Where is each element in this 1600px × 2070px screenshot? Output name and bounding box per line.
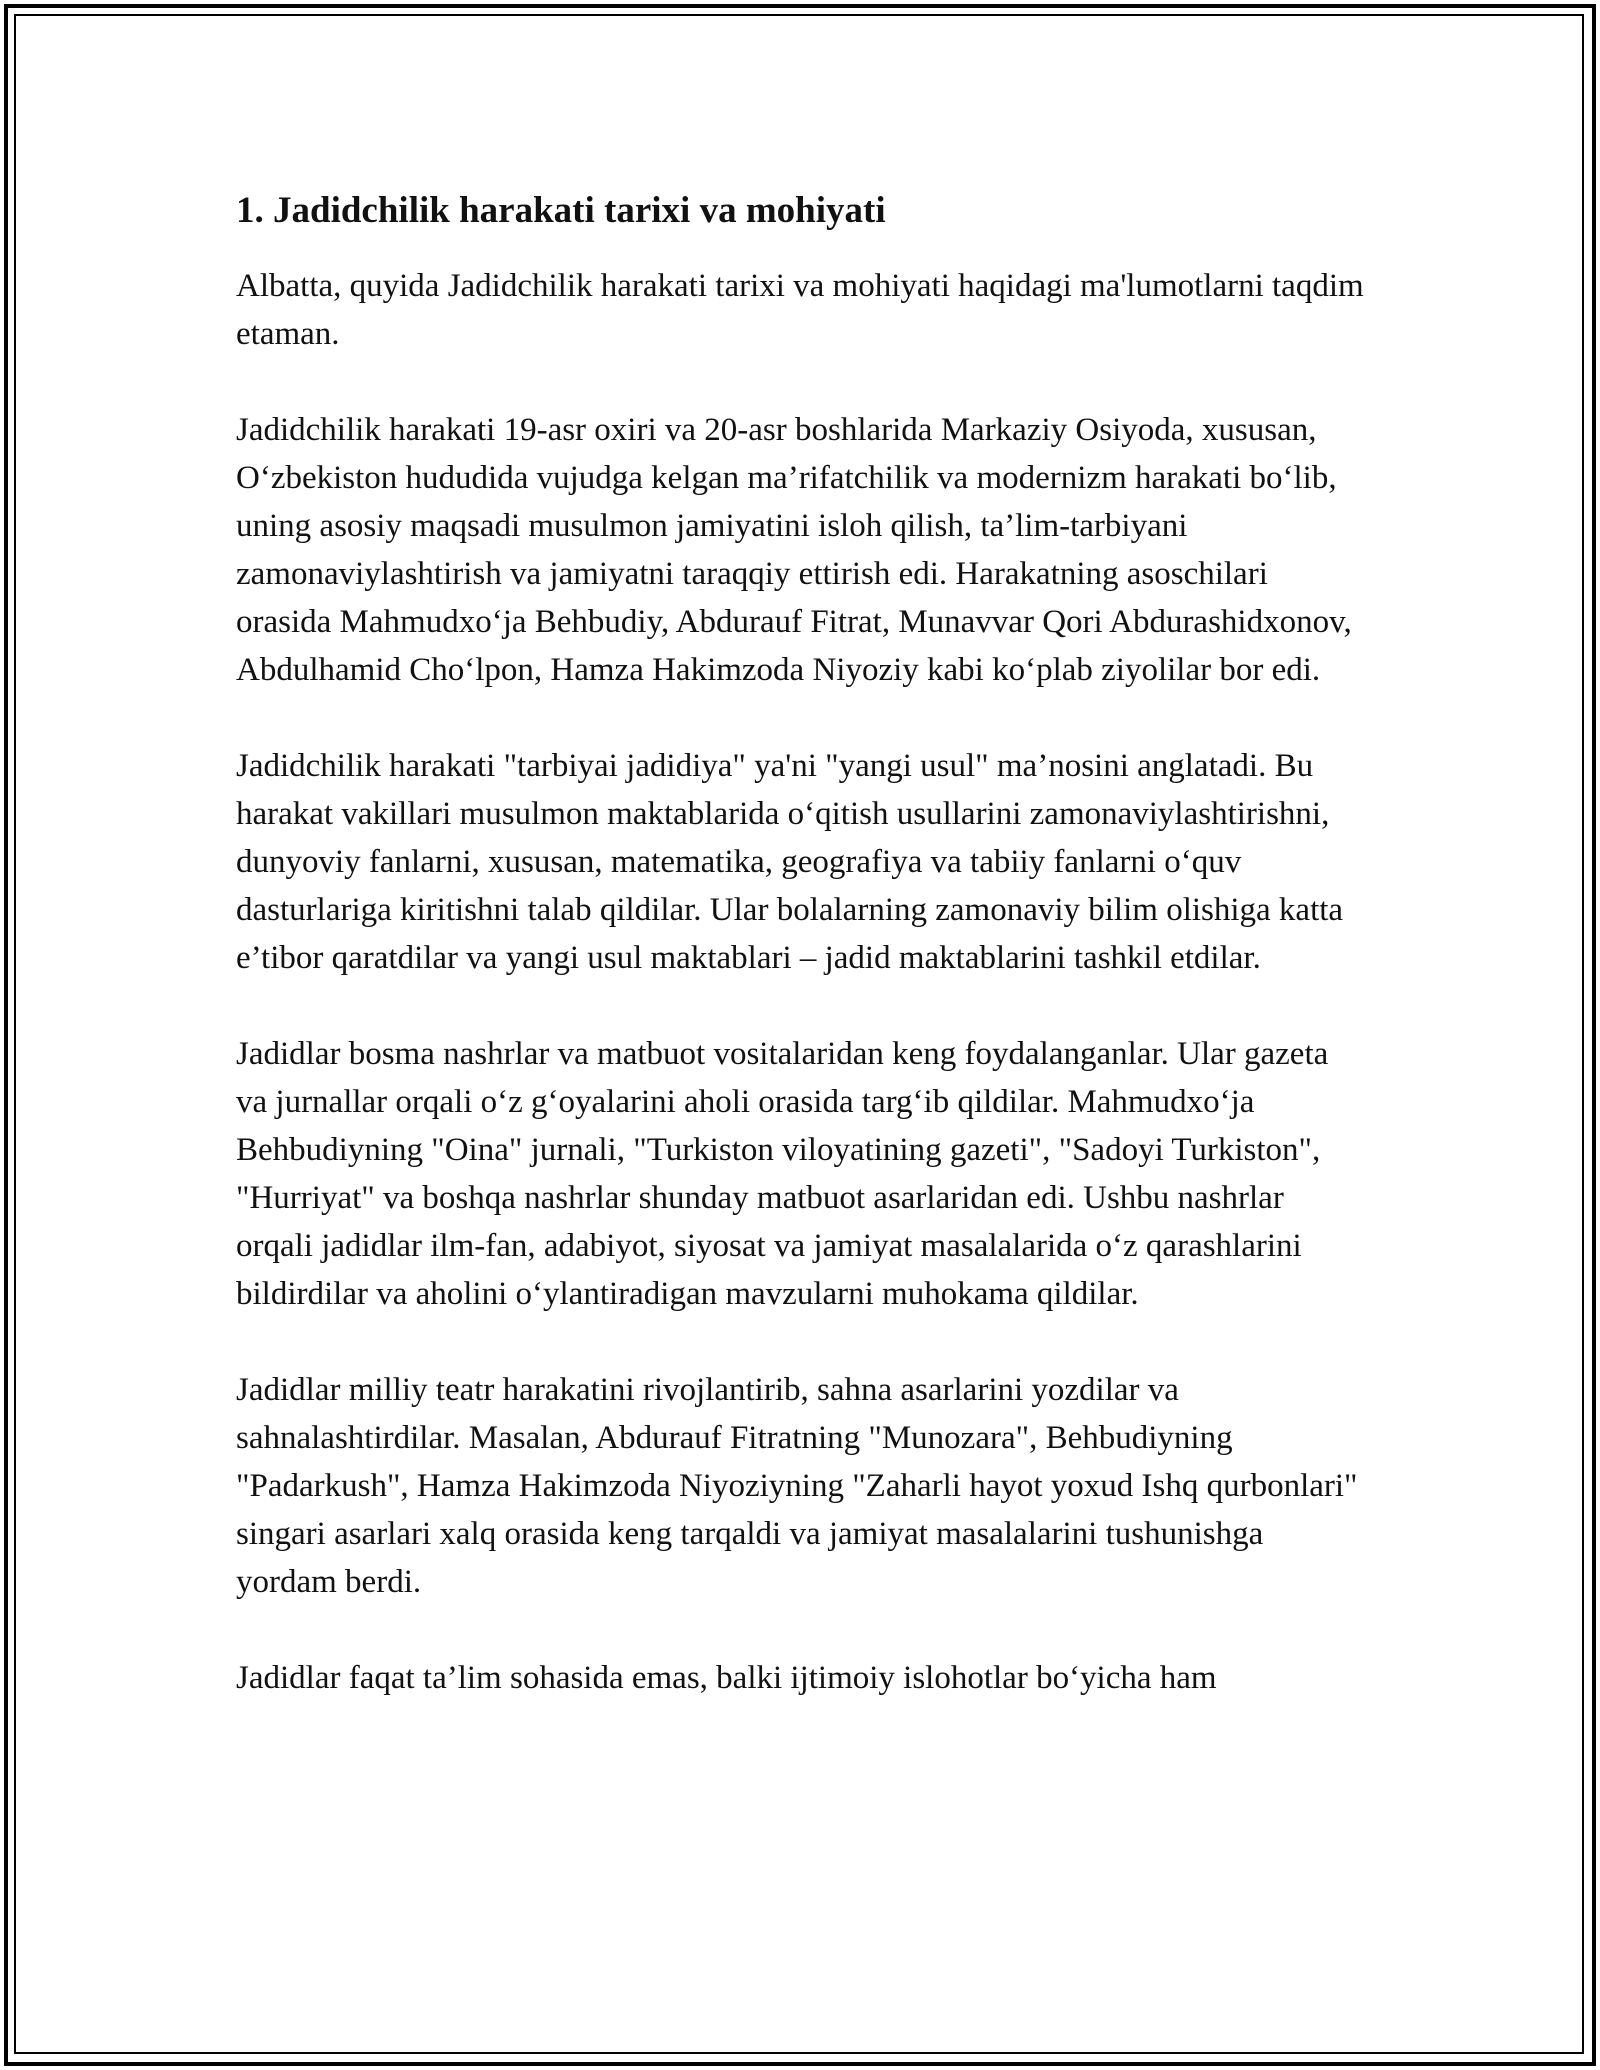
paragraph-press: Jadidlar bosma nashrlar va matbuot vositalaridan keng foydalanganlar. Ular gazeta va jurnallar orqali o‘z g‘oyalarini aholi orasida targ‘ib qildilar. Mahmudxo‘ja Behbudiyning "Oina" jurnali, "Turkiston viloyatining gazeti", "Sadoyi Turkiston", "Hurriyat" va boshqa nashrlar shunday matbuot asarlaridan edi. Ushbu nashrlar orqali jadidlar ilm-fan, adabiyot, siyosat va jamiyat masalalarida o‘z qarashlarini bildirdilar va aholini o‘ylantiradigan mavzularni muhokama qildilar. <box>236 1036 1329 1312</box>
paragraph-theatre: Jadidlar milliy teatr harakatini rivojlantirib, sahna asarlarini yozdilar va sahnalashtirdilar. Masalan, Abdurauf Fitratning "Munozara", Behbudiyning "Padarkush", Hamza Hakimzoda Niyoziyning "Zaharli hayot yoxud Ishq qurbonlari" singari asarlari xalq orasida keng tarqaldi va jamiyat masalalarini tushunishga yordam berdi. <box>236 1372 1358 1600</box>
document-title: 1. Jadidchilik harakati tarixi va mohiyati <box>236 190 886 231</box>
paragraph-intro: Albatta, quyida Jadidchilik harakati tarixi va mohiyati haqidagi ma'lumotlarni taqdim etaman. <box>236 268 1364 352</box>
paragraph-new-method: Jadidchilik harakati "tarbiyai jadidiya" ya'ni "yangi usul" ma’nosini anglatadi. Bu harakat vakillari musulmon maktablarida o‘qitish usullarini zamonaviylashtirishni, dunyoviy fanlarni, xususan, matematika, geografiya va tabiiy fanlarni o‘quv dasturlariga kiritishni talab qildilar. Ular bolalarning zamonaviy bilim olishiga katta e’tibor qaratdilar va yangi usul maktablari – jadid maktablarini tashkil etdilar. <box>236 748 1344 976</box>
paragraph-social-reforms: Jadidlar faqat ta’lim sohasida emas, balki ijtimoiy islohotlar bo‘yicha ham <box>236 1660 1217 1696</box>
paragraph-history: Jadidchilik harakati 19-asr oxiri va 20-asr boshlarida Markaziy Osiyoda, xususan, O‘zbekiston hududida vujudga kelgan ma’rifatchilik va modernizm harakati bo‘lib, uning asosiy maqsadi musulmon jamiyatini isloh qilish, ta’lim-tarbiyani zamonaviylashtirish va jamiyatni taraqqiy ettirish edi. Harakatning asoschilari orasida Mahmudxo‘ja Behbudiy, Abdurauf Fitrat, Munavvar Qori Abdurashidxonov, Abdulhamid Cho‘lpon, Hamza Hakimzoda Niyoziy kabi ko‘plab ziyolilar bor edi. <box>236 412 1352 688</box>
document-page <box>236 186 1366 1702</box>
